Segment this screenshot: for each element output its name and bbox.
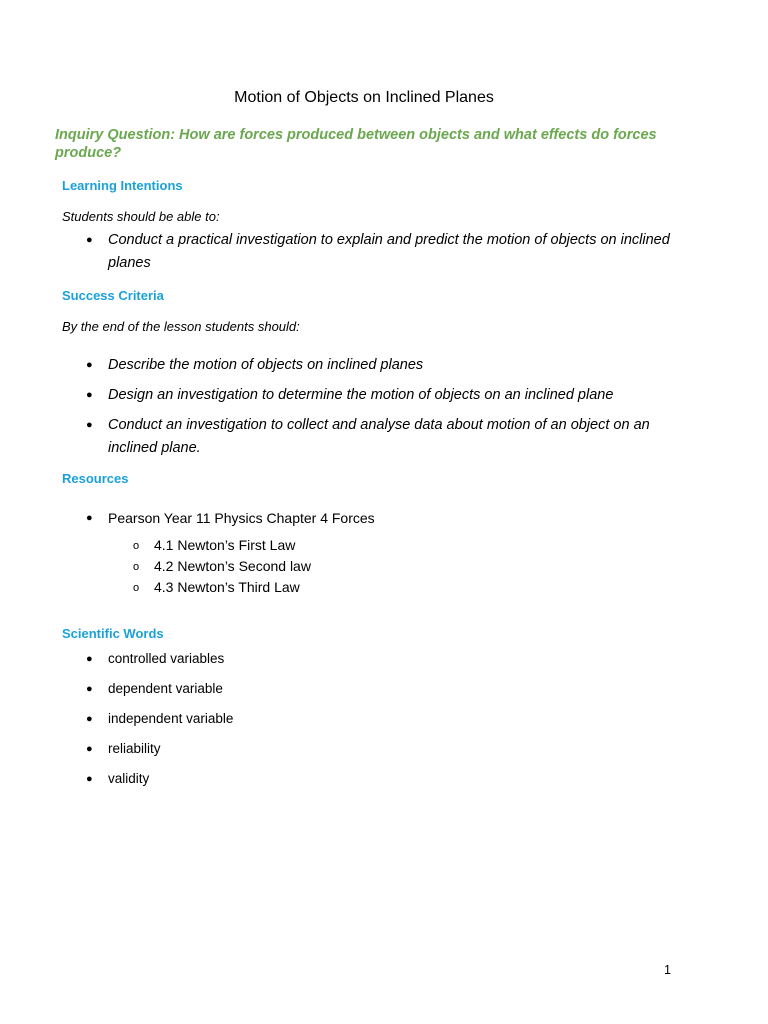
scientific-word-text: controlled variables [108,651,225,666]
resource-text: Pearson Year 11 Physics Chapter 4 Forces [108,510,375,526]
bullet-icon: ● [86,359,93,371]
bullet-icon: ● [86,773,93,785]
resource-sub-text: 4.1 Newton’s First Law [154,537,296,553]
resources-heading: Resources [62,471,129,486]
scientific-word-text: dependent variable [108,681,223,696]
bullet-icon: ● [86,389,93,401]
success-criteria-lead: By the end of the lesson students should: [62,319,300,334]
resource-sub-text: 4.2 Newton’s Second law [154,558,311,574]
success-criteria-text: Conduct an investigation to collect and analyse data about motion of an object on an inclined plane. [108,417,650,456]
document-title: Motion of Objects on Inclined Planes [234,89,494,106]
bullet-icon: ● [86,743,93,755]
page-number: 1 [664,963,671,977]
bullet-icon: ● [86,512,93,524]
success-criteria-text: Design an investigation to determine the motion of objects on an inclined plane [108,387,614,403]
scientific-word-text: reliability [108,741,161,756]
inquiry-question: Inquiry Question: How are forces produced between objects and what effects do forces produce? [55,127,657,161]
circle-bullet-icon: o [133,582,140,594]
learning-intention-text: Conduct a practical investigation to explain and predict the motion of objects on inclined planes [108,232,670,271]
success-criteria-text: Describe the motion of objects on inclined planes [108,357,424,373]
circle-bullet-icon: o [133,561,140,573]
bullet-icon: ● [86,683,93,695]
success-criteria-item [86,414,686,459]
circle-bullet-icon: o [133,540,140,552]
scientific-word-text: validity [108,771,150,786]
scientific-words-heading: Scientific Words [62,626,164,641]
resource-sub-item [133,536,295,554]
learning-intention-item [86,229,686,274]
learning-intentions-lead: Students should be able to: [62,209,220,224]
bullet-icon: ● [86,653,93,665]
success-criteria-item [86,354,686,377]
scientific-word-item [86,740,161,758]
learning-intentions-heading: Learning Intentions [62,178,183,193]
scientific-word-item [86,680,223,698]
bullet-icon: ● [86,419,93,431]
scientific-word-item [86,770,149,788]
resource-item [86,509,686,527]
bullet-icon: ● [86,713,93,725]
resource-sub-text: 4.3 Newton’s Third Law [154,579,300,595]
resource-sub-item [133,578,300,596]
scientific-word-text: independent variable [108,711,234,726]
success-criteria-heading: Success Criteria [62,288,164,303]
success-criteria-item [86,384,686,407]
bullet-icon: ● [86,234,93,246]
resource-sub-item [133,557,311,575]
scientific-word-item [86,710,233,728]
scientific-word-item [86,650,224,668]
